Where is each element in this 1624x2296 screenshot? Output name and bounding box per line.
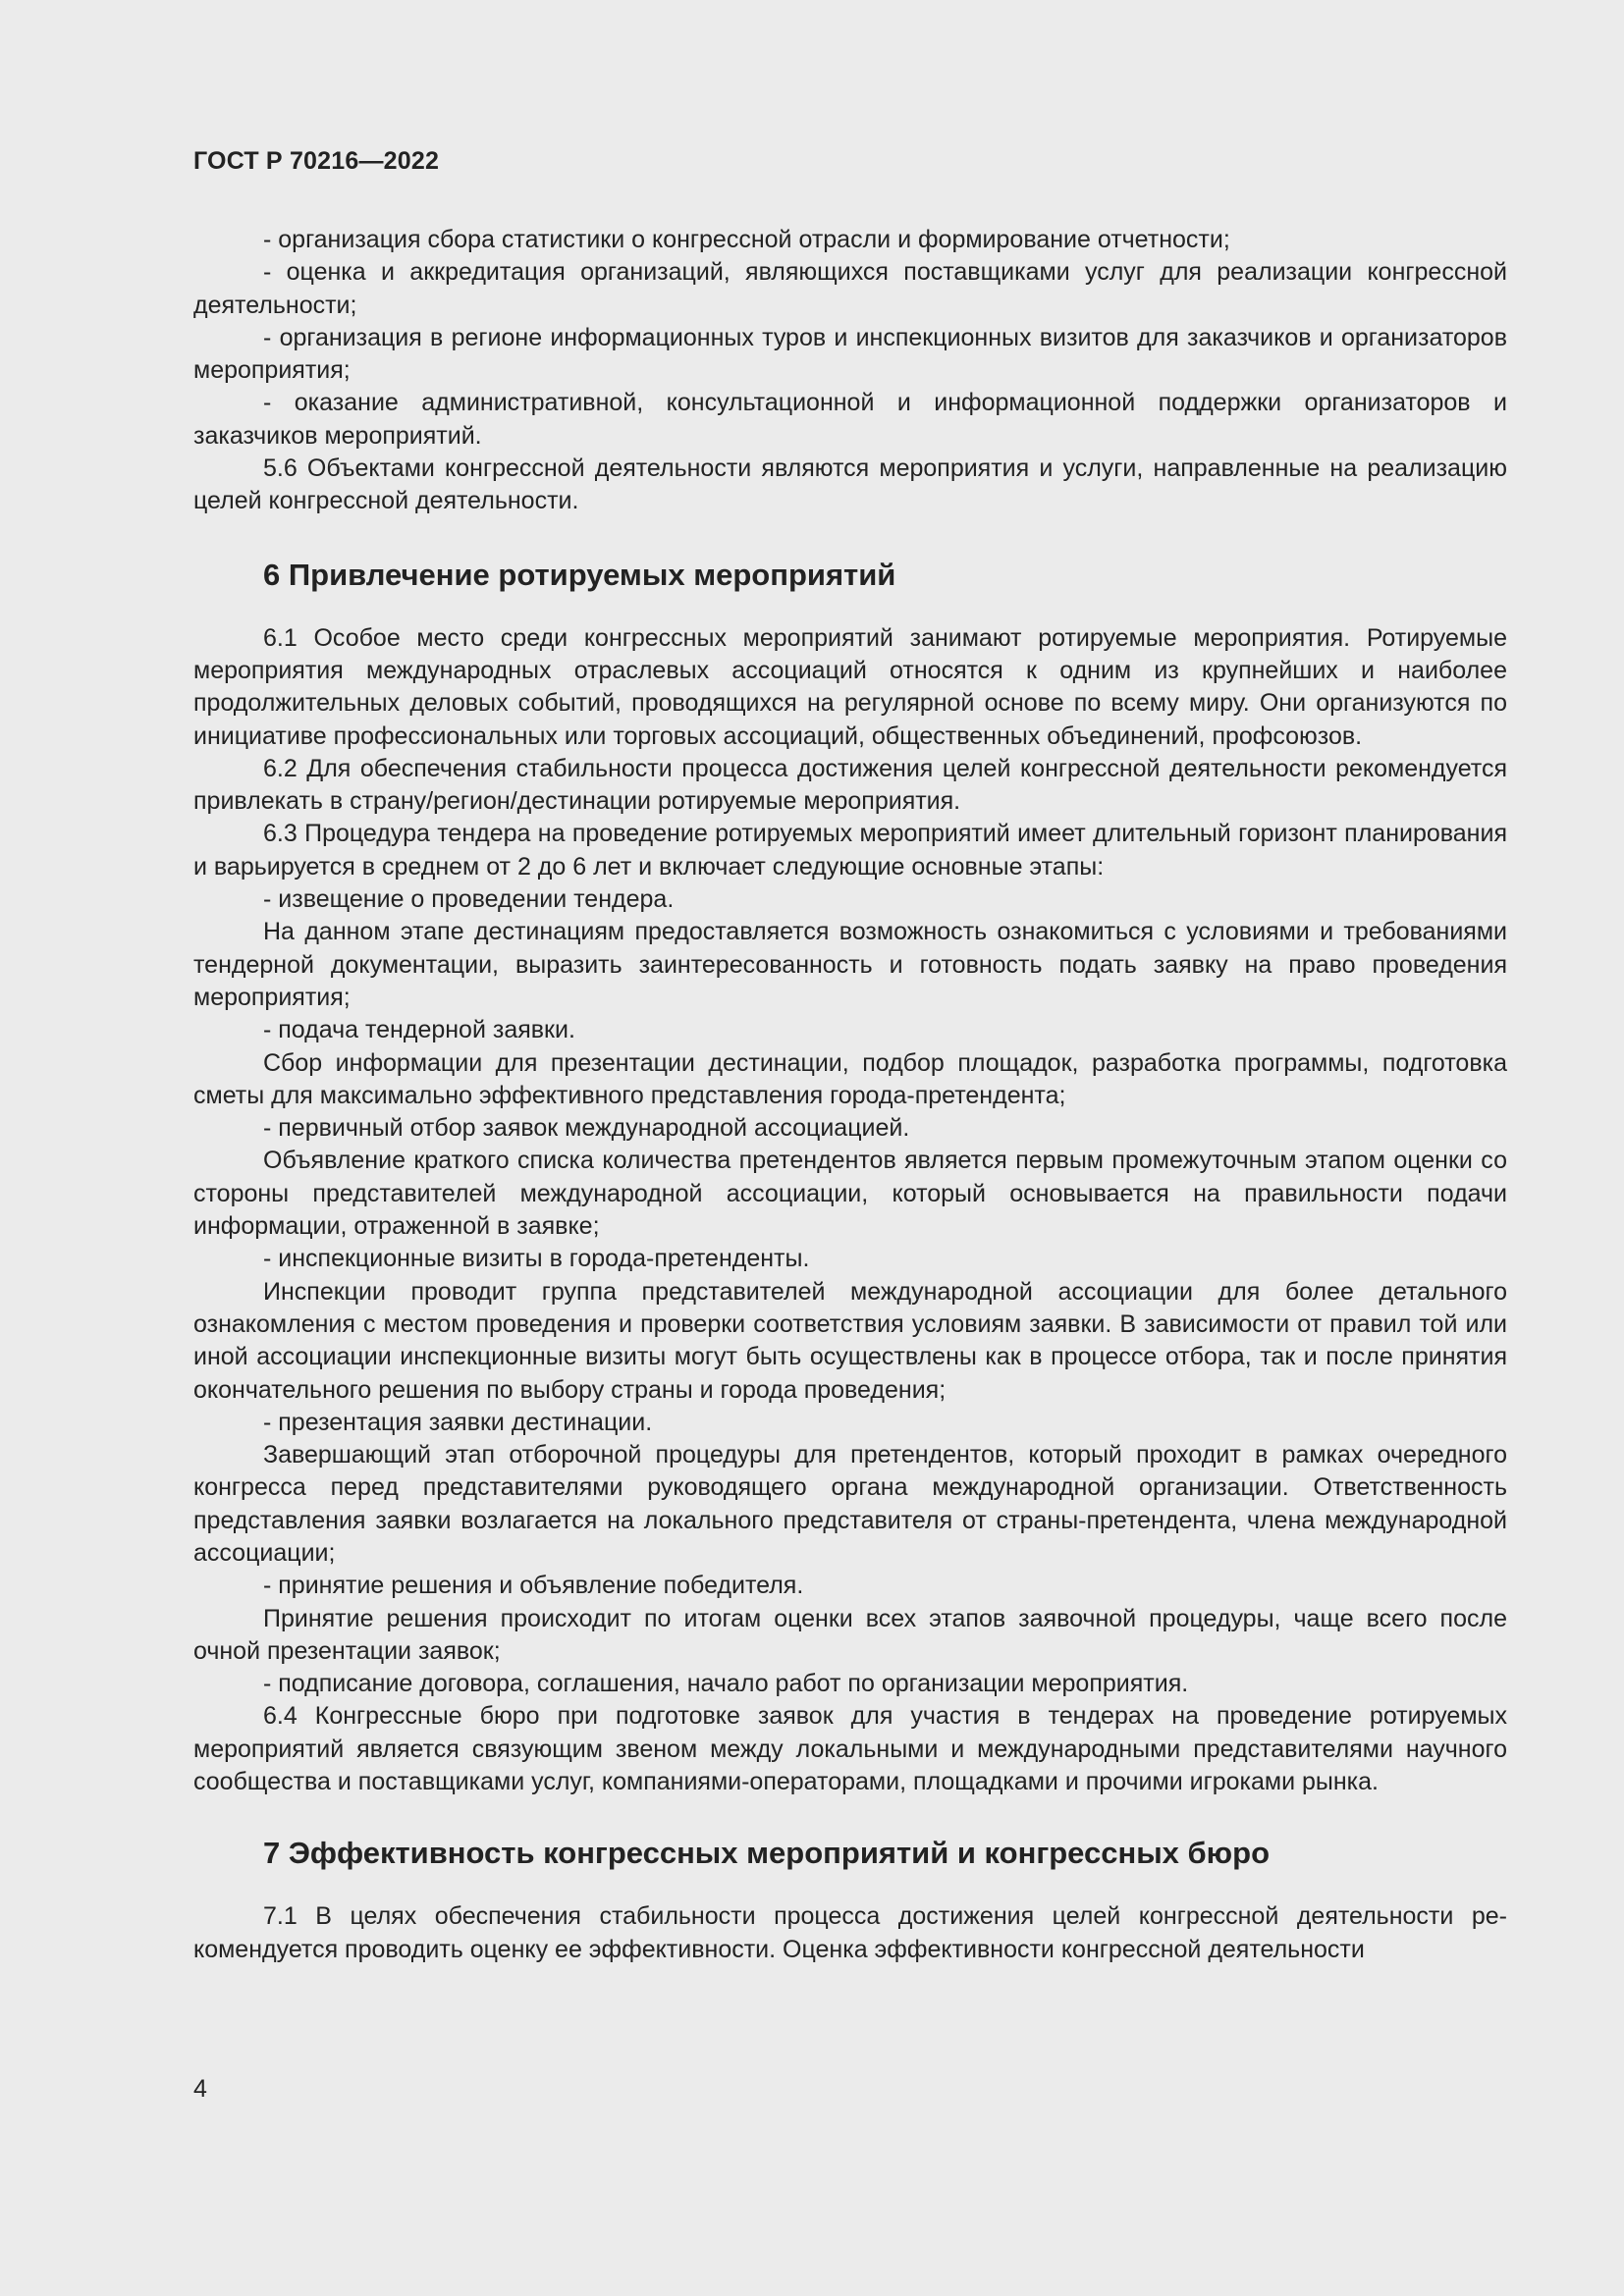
document-body [193, 224, 1507, 1966]
page-number: 4 [193, 2075, 207, 2103]
paragraph: Завершающий этап отборочной процедуры для претендентов, который проходит в рамках очередного конгресса перед представителями руководящего органа международной организации. Ответственность представления заявки возлагается на локального представителя от страны-претендента, члена международной ассоциации; [193, 1441, 1507, 1567]
list-item: - подписание договора, соглашения, начало работ по организации мероприятия. [263, 1670, 1189, 1698]
list-item: - принятие решения и объявление победителя. [263, 1572, 804, 1600]
document-header: ГОСТ Р 70216—2022 [193, 147, 440, 175]
clause-6-3: 6.3 Процедура тендера на проведение ротируемых мероприятий имеет длительный горизонт планирования и варьируется в среднем от 2 до 6 лет и включает следующие основные этапы: [193, 820, 1507, 881]
list-item: - презентация заявки дестинации. [263, 1408, 653, 1436]
list-item: - организация в регионе информационных туров и инспекционных визитов для заказчиков и организаторов мероприятия; [193, 323, 1507, 385]
list-item: - извещение о проведении тендера. [263, 885, 675, 914]
paragraph: Сбор информации для презентации дестинации, подбор площадок, разработка программы, подготовка сметы для максимально эффективного представления города-претендента; [193, 1048, 1507, 1109]
clause-6-1: 6.1 Особое место среди конгрессных мероприятий занимают ротируемые мероприятия. Ротируемые мероприятия международных отраслевых ассоциаций относятся к одним из крупнейших и наиболее продолжительных деловых событий, проводящихся на регулярной основе по всему миру. Они организуются по инициативе профессиональных или торговых ассоциаций, общественных объединений, профсоюзов. [193, 623, 1507, 750]
paragraph: Объявление краткого списка количества претендентов является первым промежуточным этапом оценки со стороны представителей международной ассоциации, который основывается на правильности подачи информации, отраженной в заявке; [193, 1147, 1507, 1241]
list-item: - оказание административной, консультационной и информационной поддержки организаторов и заказчиков мероприятий. [193, 389, 1507, 450]
list-item: - оценка и аккредитация организаций, являющихся поставщиками услуг для реализации конгрессной деятельности; [193, 258, 1507, 319]
section-6-title: 6 Привлечение ротируемых мероприятий [263, 557, 896, 592]
paragraph: Принятие решения происходит по итогам оценки всех этапов заявочной процедуры, чаще всего после очной презентации заявок; [193, 1604, 1507, 1665]
list-item: - первичный отбор заявок международной ассоциацией. [263, 1114, 910, 1143]
section-7-title: 7 Эффективность конгрессных мероприятий и конгрессных бюро [263, 1836, 1271, 1871]
clause-6-2: 6.2 Для обеспечения стабильности процесса достижения целей конгрессной деятельности рекомендуется привлекать в страну/регион/дестинации ротируемые мероприятия. [193, 754, 1507, 816]
paragraph: Инспекции проводит группа представителей международной ассоциации для более детального ознакомления с местом проведения и проверки соответствия условиям заявки. В зависимости от правил той или иной ассоциации инспекционные визиты могут быть осуществлены как в процессе отбора, так и после принятия окончательного решения по выбору страны и города проведения; [193, 1277, 1507, 1404]
clause-5-6: 5.6 Объектами конгрессной деятельности являются мероприятия и услуги, направленные на реализацию целей конгрессной деятельности. [193, 454, 1507, 515]
clause-6-4: 6.4 Конгрессные бюро при подготовке заявок для участия в тендерах на проведение ротируемых мероприятий является связующим звеном между локальными и международными представителями научного сообщества и поставщиками услуг, компаниями-операторами, площадками и прочими игроками рынка. [193, 1702, 1507, 1796]
paragraph: На данном этапе дестинациям предоставляется возможность ознакомиться с условиями и требованиями тендерной документации, выразить заинтересованность и готовность подать заявку на право проведения мероприятия; [193, 918, 1507, 1011]
clause-7-1: 7.1 В целях обеспечения стабильности процесса достижения целей конгрессной деятельности рекомендуется проводить оценку ее эффективности. Оценка эффективности конгрессной деятельности [193, 1902, 1507, 1963]
list-item: - подача тендерной заявки. [263, 1016, 575, 1044]
list-item: - инспекционные визиты в города-претенденты. [263, 1245, 810, 1273]
list-item: - организация сбора статистики о конгрессной отрасли и формирование отчетности; [263, 226, 1230, 253]
